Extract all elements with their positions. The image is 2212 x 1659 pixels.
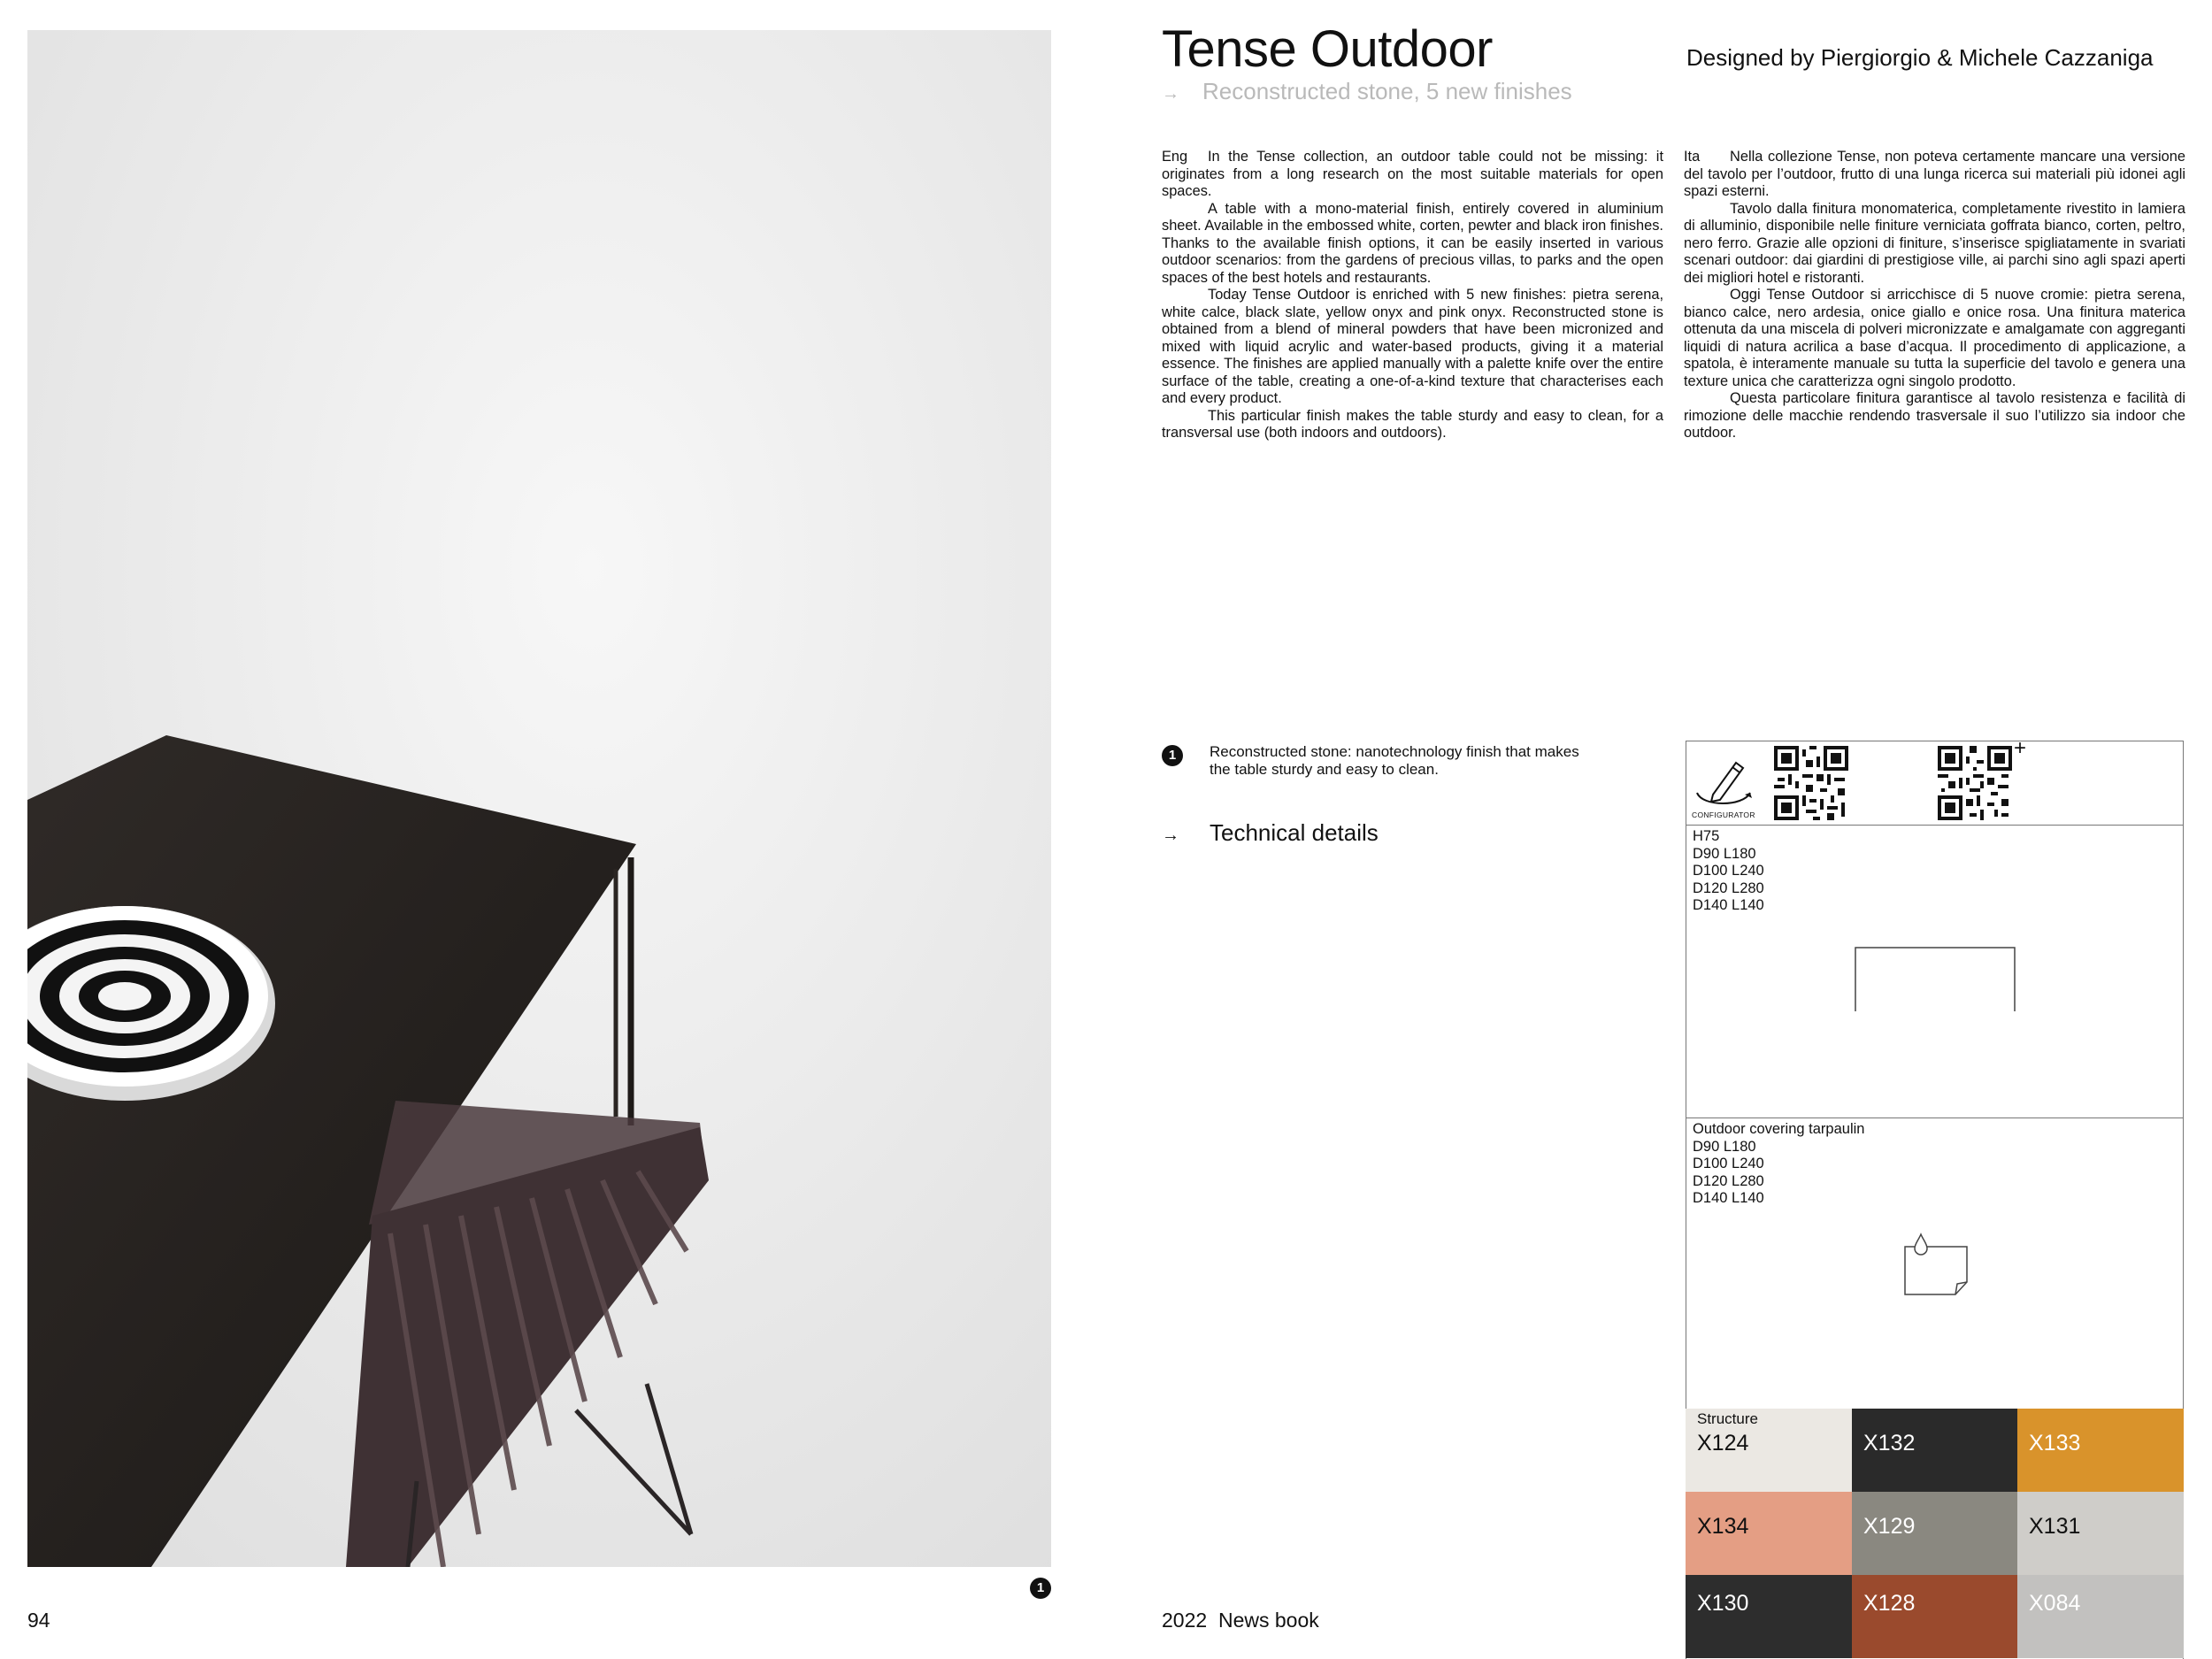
tarpaulin-heading: Outdoor covering tarpaulin (1693, 1121, 1865, 1137)
configurator-row (1686, 736, 2183, 826)
plus-icon[interactable]: + (2014, 736, 2027, 760)
configurator-label: CONFIGURATOR (1692, 810, 1755, 819)
caption-marker: 1 (1162, 745, 1183, 766)
technical-details-label: Technical details (1210, 819, 1379, 846)
caption-text: Reconstructed stone: nanotechnology finish that makes the table sturdy and easy to clean. (1210, 743, 1579, 778)
swatch-code: X131 (2029, 1514, 2081, 1539)
configurator-pencil-icon[interactable] (1694, 750, 1755, 809)
paragraph: A table with a mono-material finish, entirely covered in aluminium sheet. Available in the embossed white, corten, pewter and black iron finishes. Thanks to the available finish options, it can be easily inserted in various outdoor scenarios: from the gardens of precious villas, to parks and the open spaces of the best hotels and restaurants. (1162, 200, 1663, 286)
paragraph: Oggi Tense Outdoor si arricchisce di 5 nuove cromie: pietra serena, bianco calce, nero ardesia, onice giallo e onice rosa. Una finitura materica ottenuta da una miscela di polveri micronizzate e amalgamate con aggreganti liquidi di natura acrilica a base d’acqua. Il procedimento di applicazione, a spatola, è interamente manuale su tutta la superficie del tavolo e genera una texture unica che caratterizza ogni singolo prodotto. (1684, 287, 2185, 389)
photo-marker: 1 (1030, 1578, 1051, 1599)
qr-code-icon[interactable] (1774, 746, 1848, 820)
swatch (1686, 1575, 1852, 1658)
finish-swatches (1686, 1409, 2184, 1659)
arrow-right-icon: → (1162, 84, 1179, 104)
structure-label: Structure (1697, 1410, 1758, 1427)
paragraph: This particular finish makes the table sturdy and easy to clean, for a transversal use (both indoors and outdoors). (1162, 407, 1663, 441)
size-item: D140 L140 (1693, 897, 1764, 913)
table-sizes (1693, 828, 1764, 915)
subtitle-text: Reconstructed stone, 5 new finishes (1202, 78, 1572, 104)
swatch (2017, 1492, 2184, 1575)
paragraph: Today Tense Outdoor is enriched with 5 new finishes: pietra serena, white calce, black slate, yellow onyx and pink onyx. Reconstructed stone is obtained from a blend of mineral powders that have been micronized and mixed with liquid acrylic and water-based products, giving it a material essence. The finishes are applied manually with a palette knife over the entire surface of the table, creating a one-of-a-kind texture that characterises each and every product. (1162, 287, 1663, 406)
designer-credit: Designed by Piergiorgio & Michele Cazzaniga (1686, 44, 2154, 71)
swatch-code: X134 (1697, 1514, 1749, 1539)
qr-code-icon[interactable] (1938, 746, 2012, 820)
product-photo (27, 30, 1051, 1567)
swatch-code: X084 (2029, 1591, 2081, 1616)
swatch (1686, 1492, 1852, 1575)
swatch (2017, 1409, 2184, 1492)
technical-details-link[interactable] (1162, 819, 1379, 847)
swatch-code: X130 (1697, 1591, 1749, 1616)
tarpaulin-row (1686, 1118, 2183, 1409)
swatch-code: X124 (1697, 1431, 1749, 1455)
language-label: Eng (1162, 149, 1188, 165)
page-number: 94 (27, 1609, 50, 1632)
size-item: D100 L240 (1693, 863, 1764, 879)
arrow-right-icon: → (1162, 826, 1179, 845)
swatch-code: X133 (2029, 1431, 2081, 1455)
swatch (1686, 1409, 1852, 1492)
text-column-english (1162, 149, 1663, 442)
swatch (1852, 1409, 2018, 1492)
swatch (1852, 1492, 2018, 1575)
table-height: H75 (1693, 828, 1720, 844)
subtitle (1162, 78, 1572, 105)
tarpaulin-sizes (1693, 1121, 1864, 1208)
paragraph: In the Tense collection, an outdoor table could not be missing: it originates from a long research on the most suitable materials for open spaces. (1162, 149, 1663, 199)
swatch (1852, 1575, 2018, 1658)
language-label: Ita (1684, 149, 1701, 165)
paragraph: Nella collezione Tense, non poteva certamente mancare una versione del tavolo per l’outdoor, frutto di una lunga ricerca sui materiali più idonei agli spazi esterni. (1684, 149, 2185, 199)
footer-folio (1162, 1609, 1319, 1632)
size-item: D140 L140 (1693, 1190, 1764, 1206)
size-item: D120 L280 (1693, 879, 1764, 896)
footer-year: 2022 (1162, 1609, 1208, 1632)
table-sizes-row (1686, 825, 2183, 1118)
footer-book: News book (1217, 1609, 1319, 1632)
page-title: Tense Outdoor (1162, 20, 1493, 78)
swatch-code: X128 (1863, 1591, 1916, 1616)
size-item: D90 L180 (1693, 1138, 1756, 1155)
swatch-code: X129 (1863, 1514, 1916, 1539)
paragraph: Questa particolare finitura garantisce al tavolo resistenza e facilità di rimozione delle macchie rendendo trasversale il suo l’utilizzo sia indoor che outdoor. (1684, 390, 2185, 441)
swatch (2017, 1575, 2184, 1658)
text-column-italian (1684, 149, 2185, 442)
size-item: D100 L240 (1693, 1156, 1764, 1171)
size-item: D120 L280 (1693, 1172, 1764, 1189)
swatch-code: X132 (1863, 1431, 1916, 1455)
table-outline-icon (1855, 947, 2016, 1012)
tarpaulin-icon (1901, 1233, 1971, 1298)
size-item: D90 L180 (1693, 845, 1756, 862)
paragraph: Tavolo dalla finitura monomaterica, completamente rivestito in lamiera di alluminio, disponibile nelle finiture verniciata goffrata bianco, corten, peltro, nero ferro. Grazie alle opzioni di finiture, s’inserisce spigliatamente in svariati scenari outdoor: dai giardini di prestigiose ville, ai parchi sino agli spazi aperti dei migliori hotel e ristoranti. (1684, 200, 2185, 286)
